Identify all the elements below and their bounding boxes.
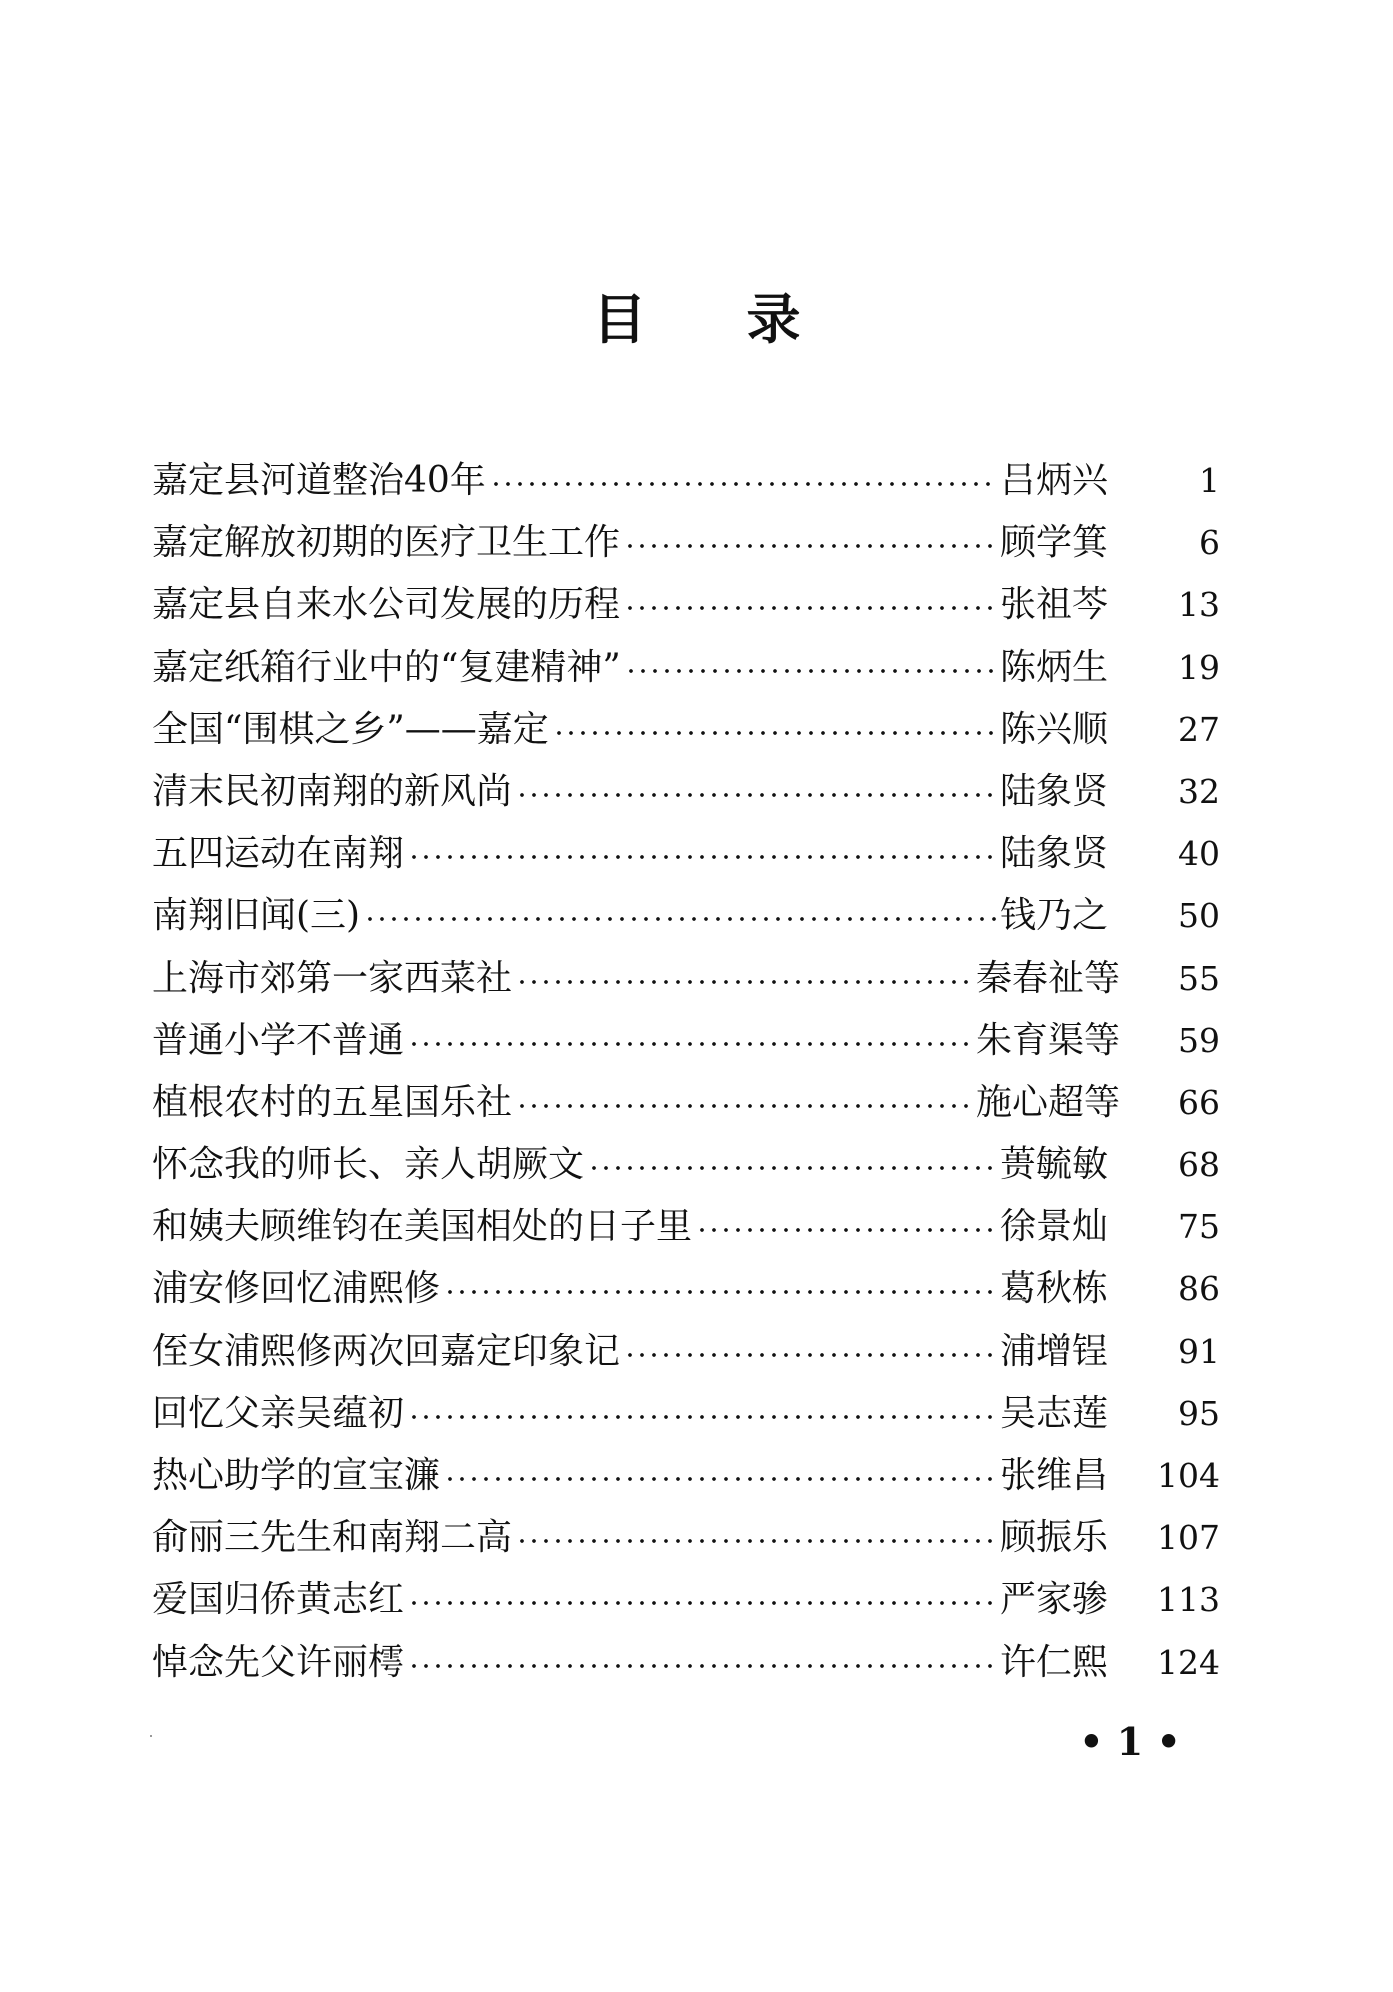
dot-leader [553, 729, 996, 737]
toc-entry-author: 严家骖 [1000, 1579, 1109, 1621]
toc-entry-title: 普通小学不普通 [152, 1019, 405, 1061]
toc-entry-author: 许仁熙 [1000, 1641, 1109, 1683]
toc-entry-title: 和姨夫顾维钧在美国相处的日子里 [152, 1206, 693, 1248]
toc-entry-author: 陆象贤 [1000, 833, 1109, 875]
toc-entry-title: 俞丽三先生和南翔二高 [152, 1517, 513, 1559]
toc-entry-title: 植根农村的五星国乐社 [152, 1081, 513, 1123]
toc-entry-author: 陈炳生 [1000, 646, 1109, 688]
toc-entry-author: 张维昌 [1000, 1455, 1109, 1496]
toc-entry-title: 爱国归侨黄志红 [152, 1579, 405, 1621]
toc-entry [152, 637, 1220, 699]
toc-entry-author: 秦春祉等 [975, 957, 1120, 999]
toc-entry-title: 南翔旧闻(三) [152, 895, 361, 937]
toc-entry-author: 钱乃之 [1000, 895, 1109, 937]
toc-entry [152, 948, 1220, 1010]
toc-entry-author: 朱育渠等 [975, 1019, 1120, 1061]
toc-entry-title: 全国“围棋之乡”——嘉定 [152, 708, 549, 750]
dot-leader [624, 1351, 996, 1359]
dot-leader [624, 604, 996, 612]
toc-entry-author: 吴志莲 [1000, 1392, 1109, 1434]
toc-entry [152, 761, 1220, 823]
toc-entry-author: 顾振乐 [1000, 1517, 1109, 1559]
toc-entry-author: 张祖芩 [1000, 584, 1109, 626]
toc-entry-title: 悼念先父许丽樗 [152, 1641, 405, 1683]
toc-entry-author: 吕炳兴 [1000, 460, 1109, 501]
scan-speck [150, 1735, 152, 1737]
dot-leader [624, 542, 996, 550]
toc-entry-title: 嘉定县自来水公司发展的历程 [152, 584, 621, 626]
toc-entry-title: 热心助学的宣宝濂 [152, 1455, 441, 1496]
dot-leader [490, 480, 996, 488]
toc-entry-author: 浦增锃 [1000, 1330, 1109, 1372]
dot-leader [408, 1040, 972, 1048]
toc-entry-author: 陆象贤 [1000, 770, 1109, 812]
dot-leader [408, 853, 996, 861]
toc-entry [152, 885, 1220, 947]
toc-entry [152, 512, 1220, 574]
title-char-2: 录 [746, 288, 801, 351]
toc-entry-page: 1 [1199, 461, 1220, 500]
toc-entry-page: 40 [1178, 834, 1220, 874]
toc-entry-page: 113 [1157, 1580, 1220, 1620]
page-number-folio: • 1 • [1079, 1719, 1181, 1764]
toc-entry-title: 嘉定县河道整治40年 [152, 460, 486, 501]
toc-entry-author: 蒉毓敏 [1000, 1144, 1109, 1186]
dot-leader [516, 1102, 972, 1110]
toc-entry-page: 68 [1178, 1145, 1220, 1185]
dot-leader [408, 1413, 996, 1421]
toc-entry-page: 50 [1178, 896, 1220, 936]
toc-entry-title: 五四运动在南翔 [152, 833, 405, 875]
toc-entry-page: 75 [1178, 1207, 1220, 1247]
toc-entry [152, 823, 1220, 885]
dot-leader [364, 915, 996, 923]
toc-entry [152, 1196, 1220, 1258]
toc-entry [152, 699, 1220, 761]
toc-entry-page: 27 [1178, 709, 1220, 749]
toc-entry-page: 95 [1178, 1393, 1220, 1433]
dot-leader [516, 1537, 996, 1545]
toc-entry-page: 59 [1178, 1020, 1220, 1060]
dot-leader [444, 1288, 996, 1296]
toc-entry-page: 19 [1178, 647, 1220, 687]
toc-entry-title: 上海市郊第一家西菜社 [152, 957, 513, 999]
toc-entry [152, 1134, 1220, 1196]
toc-entry [152, 1445, 1220, 1507]
dot-leader [696, 1226, 996, 1234]
toc-entry-page: 86 [1178, 1269, 1220, 1309]
toc-entry-title: 回忆父亲吴蕴初 [152, 1392, 405, 1434]
toc-entry-title: 怀念我的师长、亲人胡厥文 [152, 1144, 585, 1186]
toc-entry-page: 32 [1178, 771, 1220, 811]
toc-entry-page: 104 [1157, 1456, 1220, 1495]
dot-leader [625, 667, 996, 675]
toc-entry [152, 1383, 1220, 1445]
toc-entry-page: 124 [1157, 1642, 1220, 1682]
toc-entry-title: 嘉定纸箱行业中的“复建精神” [152, 646, 621, 688]
dot-leader [516, 791, 996, 799]
dot-leader [408, 1662, 996, 1670]
toc-entry [152, 1321, 1220, 1383]
page-title [0, 290, 1393, 350]
toc-entry-author: 施心超等 [975, 1081, 1120, 1123]
table-of-contents [152, 450, 1220, 1694]
toc-entry [152, 1072, 1220, 1134]
toc-entry-title: 浦安修回忆浦熙修 [152, 1268, 441, 1310]
toc-entry-page: 55 [1178, 958, 1220, 998]
toc-entry [152, 1010, 1220, 1072]
toc-entry [152, 1569, 1220, 1631]
toc-entry-author: 顾学箕 [1000, 522, 1109, 564]
toc-entry-author: 徐景灿 [1000, 1206, 1109, 1248]
toc-entry-page: 66 [1178, 1082, 1220, 1122]
toc-entry-author: 葛秋栋 [1000, 1268, 1109, 1310]
toc-entry [152, 1507, 1220, 1569]
toc-entry [152, 450, 1220, 512]
toc-entry-page: 107 [1157, 1518, 1220, 1558]
dot-leader [588, 1164, 996, 1172]
dot-leader [408, 1599, 996, 1607]
toc-entry-title: 清末民初南翔的新风尚 [152, 770, 513, 812]
toc-entry [152, 1258, 1220, 1320]
toc-entry-author: 陈兴顺 [1000, 708, 1109, 750]
title-char-1: 目 [592, 288, 647, 351]
toc-entry [152, 1632, 1220, 1694]
dot-leader [516, 978, 972, 986]
toc-entry-page: 91 [1178, 1331, 1220, 1371]
toc-entry-page: 13 [1178, 585, 1220, 625]
toc-entry-title: 嘉定解放初期的医疗卫生工作 [152, 522, 621, 564]
toc-entry-page: 6 [1199, 523, 1220, 563]
toc-entry-title: 侄女浦熙修两次回嘉定印象记 [152, 1330, 621, 1372]
toc-entry [152, 574, 1220, 636]
dot-leader [444, 1475, 996, 1483]
